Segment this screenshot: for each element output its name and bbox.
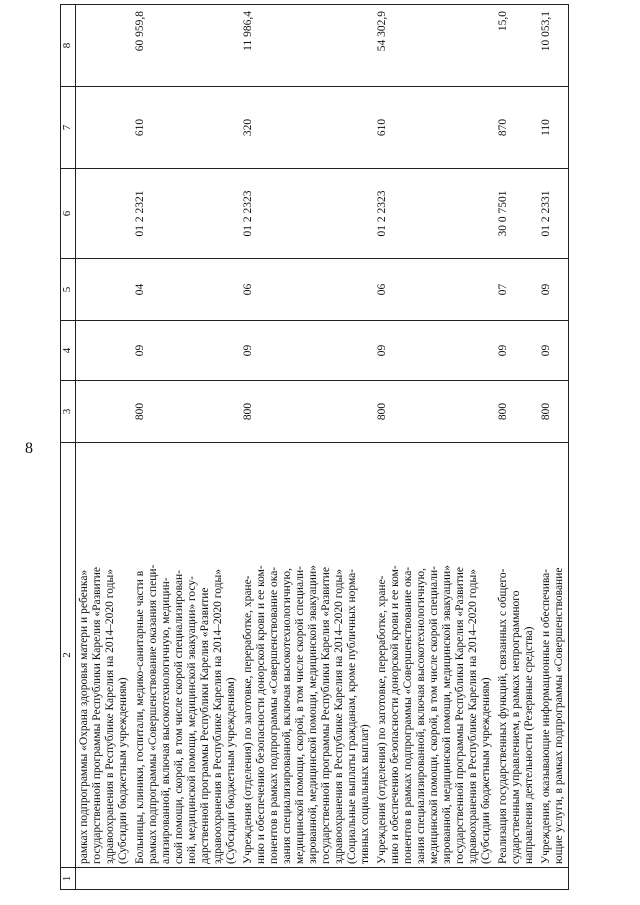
description-line: рамках подпрограммы «Совершенствование оказания специ-: [147, 564, 159, 864]
amount-cell: 60 959,8: [132, 5, 240, 87]
description-line: государственной программы Республики Карелия «Развитие: [454, 567, 466, 864]
description-cell: [240, 443, 374, 868]
expense-type-cell: 110: [538, 87, 569, 169]
description-cell: [76, 443, 133, 868]
table-row: [76, 5, 133, 890]
ministry-code-cell: [76, 381, 133, 443]
description-line: здравоохранения в Республике Карелия на 2014–2020 годы»: [104, 569, 116, 864]
description-line: ной, медицинской помощи, медицинской эвакуации» госу-: [186, 576, 198, 864]
description-cell: [374, 443, 495, 868]
description-line: (Субсидии бюджетным учреждениям): [480, 677, 492, 864]
row-index-cell: [76, 868, 133, 890]
section-code-cell: 09: [132, 321, 240, 381]
amount-cell: 11 986,4: [240, 5, 374, 87]
description-line: зированной, медицинской помощи, медицинской эвакуации»: [307, 565, 319, 864]
target-code-cell: 01 2 2323: [240, 169, 374, 259]
expense-type-cell: 610: [374, 87, 495, 169]
column-header: 5: [61, 259, 76, 321]
description-line: здравоохранения в Республике Карелия на 2014–2020 годы»: [212, 569, 224, 864]
description-cell: [495, 443, 538, 868]
description-line: дарственной программы Республики Карелия «Развитие: [199, 587, 211, 864]
description-line: зированной, медицинской помощи, медицинской эвакуации»: [441, 565, 453, 864]
description-line: здравоохранения в Республике Карелия на 2014–2020 годы»: [467, 569, 479, 864]
target-code-cell: 01 2 2331: [538, 169, 569, 259]
column-header: 4: [61, 321, 76, 381]
amount-cell: 54 302,9: [374, 5, 495, 87]
description-line: понентов в рамках подпрограммы «Совершенствование ока-: [402, 566, 414, 864]
column-header: 7: [61, 87, 76, 169]
expense-type-cell: 610: [132, 87, 240, 169]
description-line: Учреждения, оказывающие информационные и обеспечива-: [540, 568, 552, 864]
expense-type-cell: 320: [240, 87, 374, 169]
target-code-cell: [76, 169, 133, 259]
expense-type-cell: 870: [495, 87, 538, 169]
row-index-cell: [374, 868, 495, 890]
table-row: [132, 5, 240, 890]
amount-cell: 15,0: [495, 5, 538, 87]
subsection-code-cell: 04: [132, 259, 240, 321]
amount-cell: [76, 5, 133, 87]
column-header: 3: [61, 381, 76, 443]
row-index-cell: [132, 868, 240, 890]
description-cell: [132, 443, 240, 868]
budget-table: [60, 4, 569, 890]
expense-type-cell: [76, 87, 133, 169]
column-header: 8: [61, 5, 76, 87]
description-line: Учреждения (отделения) по заготовке, переработке, хране-: [242, 575, 254, 864]
section-code-cell: 09: [495, 321, 538, 381]
description-line: нию и обеспечению безопасности донорской крови и ее ком-: [389, 565, 401, 864]
table-body: [76, 5, 569, 890]
row-index-cell: [240, 868, 374, 890]
description-line: тивных социальных выплат): [359, 724, 371, 864]
description-line: понентов в рамках подпрограммы «Совершенствование ока-: [268, 566, 280, 864]
row-index-cell: [538, 868, 569, 890]
subsection-code-cell: 09: [538, 259, 569, 321]
table-row: [240, 5, 374, 890]
description-line: направления деятельности (Резервные средства): [523, 626, 535, 864]
ministry-code-cell: 800: [240, 381, 374, 443]
description-line: государственной программы Республики Карелия «Развитие: [91, 567, 103, 864]
subsection-code-cell: [76, 259, 133, 321]
budget-table-rotated: [60, 5, 620, 890]
description-line: (Субсидии бюджетным учреждениям): [117, 677, 129, 864]
description-line: государственной программы Республики Карелия «Развитие: [320, 567, 332, 864]
table-row: [374, 5, 495, 890]
description-line: Учреждения (отделения) по заготовке, переработке, хране-: [376, 575, 388, 864]
section-code-cell: 09: [240, 321, 374, 381]
description-line: здравоохранения в Республике Карелия на 2014–2020 годы»: [333, 569, 345, 864]
section-code-cell: 09: [374, 321, 495, 381]
subsection-code-cell: 07: [495, 259, 538, 321]
description-line: сударственным управлением, в рамках непрограммного: [510, 590, 522, 864]
ministry-code-cell: 800: [538, 381, 569, 443]
description-cell: [538, 443, 569, 868]
column-header: 2: [61, 443, 76, 868]
target-code-cell: 01 2 2323: [374, 169, 495, 259]
column-header: 6: [61, 169, 76, 259]
ministry-code-cell: 800: [374, 381, 495, 443]
description-line: рамках подпрограммы «Охрана здоровья матери и ребенка»: [78, 569, 90, 864]
description-line: зания специализированной, включая высокотехнологичную,: [415, 567, 427, 864]
section-code-cell: 09: [538, 321, 569, 381]
section-code-cell: [76, 321, 133, 381]
description-line: ализированной, включая высокотехнологичную, медицин-: [160, 577, 172, 864]
subsection-code-cell: 06: [374, 259, 495, 321]
description-line: нию и обеспечению безопасности донорской крови и ее ком-: [255, 565, 267, 864]
column-header: 1: [61, 868, 76, 890]
description-line: (Социальные выплаты гражданам, кроме публичных норма-: [346, 568, 358, 864]
subsection-code-cell: 06: [240, 259, 374, 321]
target-code-cell: 01 2 2321: [132, 169, 240, 259]
target-code-cell: 30 0 7501: [495, 169, 538, 259]
amount-cell: 10 053,1: [538, 5, 569, 87]
description-line: медицинской помощи, скорой, в том числе скорой специали-: [428, 566, 440, 864]
table-row: [538, 5, 569, 890]
ministry-code-cell: 800: [495, 381, 538, 443]
description-line: медицинской помощи, скорой, в том числе скорой специали-: [294, 566, 306, 864]
table-row: [495, 5, 538, 890]
description-line: Больницы, клиники, госпитали, медико-санитарные части в: [134, 570, 146, 864]
description-line: Реализация государственных функций, связанных с общего-: [497, 568, 509, 864]
description-line: (Субсидии бюджетным учреждениям): [225, 677, 237, 864]
page-number: 8: [25, 440, 33, 457]
row-index-cell: [495, 868, 538, 890]
description-line: ющие услуги, в рамках подпрограммы «Совершенствование: [553, 567, 565, 864]
column-number-header: [61, 5, 76, 890]
description-line: зания специализированной, включая высокотехнологичную,: [281, 567, 293, 864]
ministry-code-cell: 800: [132, 381, 240, 443]
description-line: ской помощи, скорой, в том числе скорой специализирован-: [173, 570, 185, 864]
